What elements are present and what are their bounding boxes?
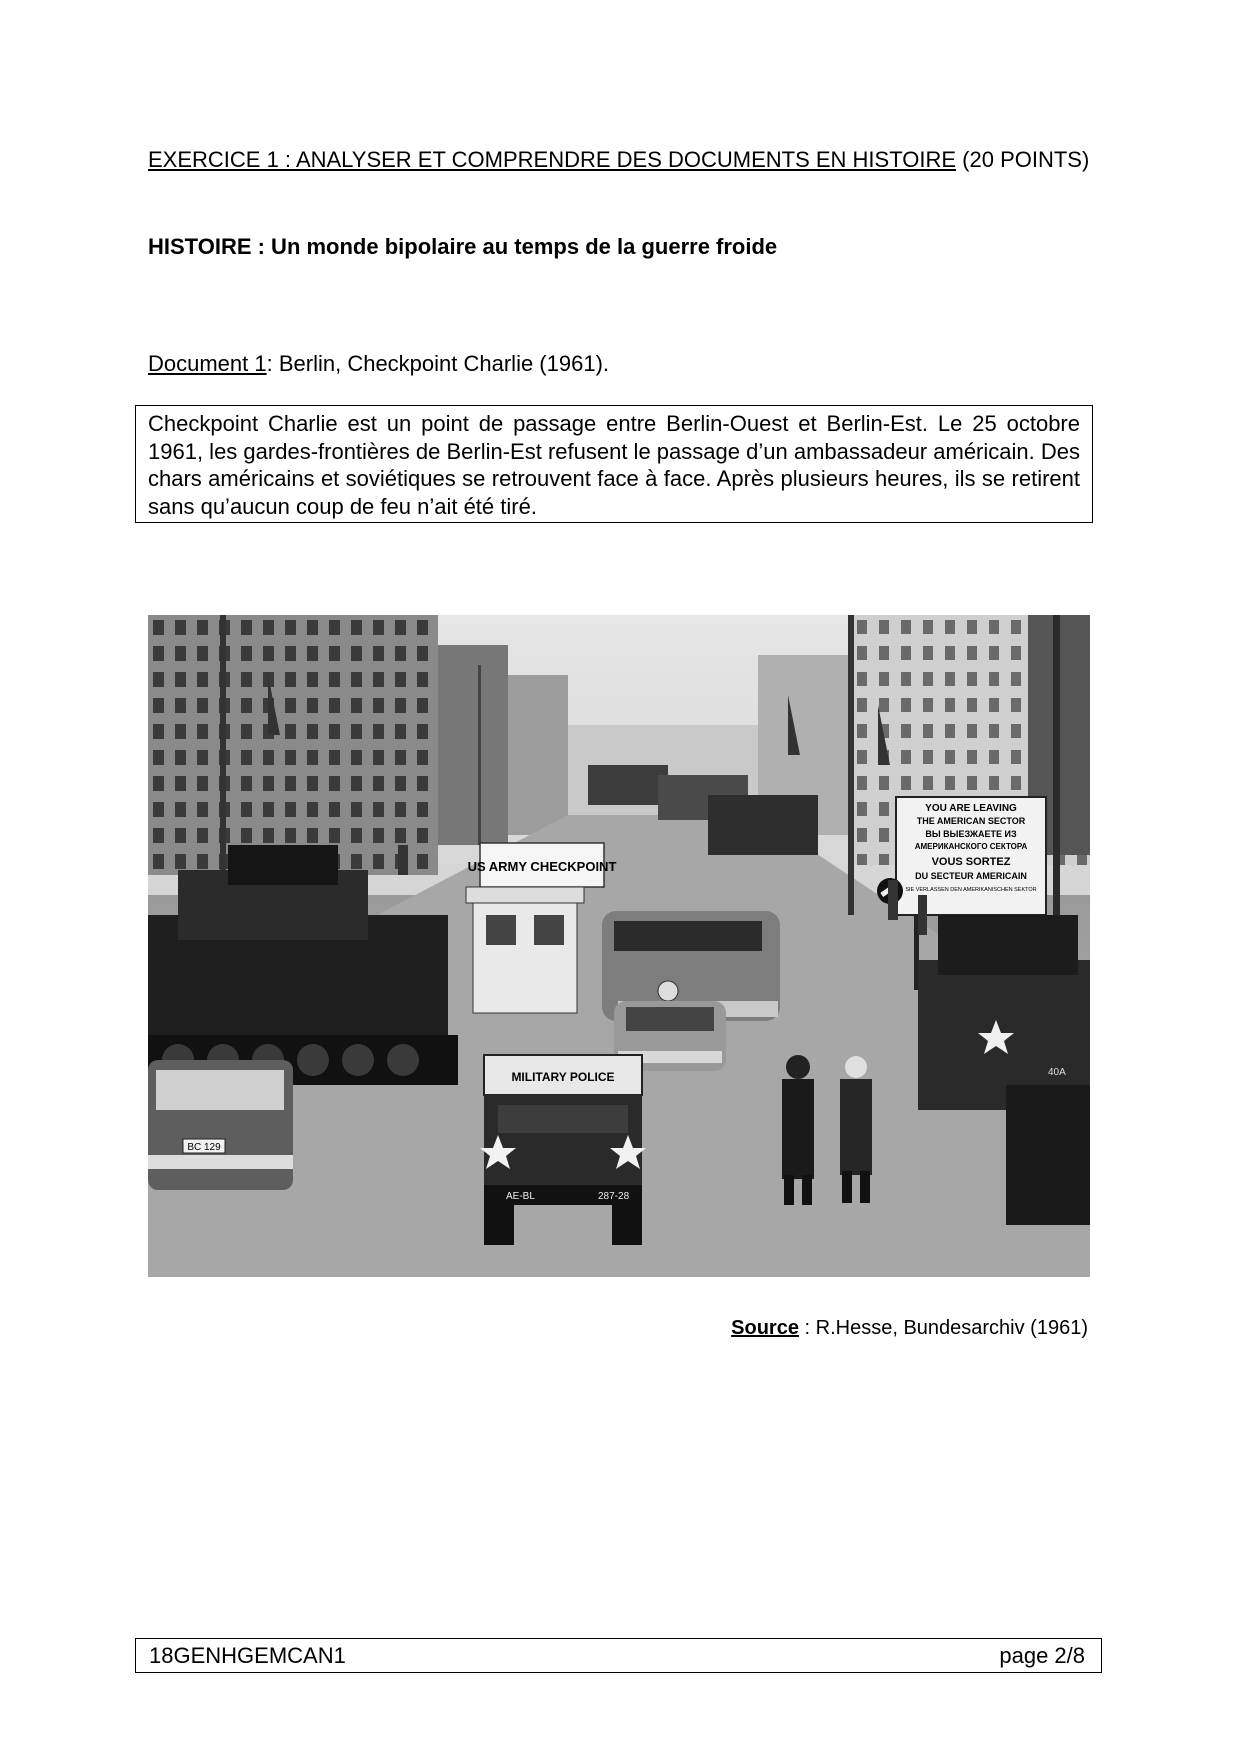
checkpoint-charlie-photo bbox=[148, 615, 1090, 1277]
right-tank bbox=[918, 915, 1090, 1110]
tank-number: 40A bbox=[1048, 1067, 1066, 1078]
left-building bbox=[148, 615, 438, 875]
sector-sign-line: VOUS SORTEZ bbox=[931, 856, 1011, 868]
section-title: HISTOIRE : Un monde bipolaire au temps de la guerre froide bbox=[148, 234, 778, 259]
sector-sign-line: SIE VERLASSEN DEN AMERIKANISCHEN SEKTOR bbox=[905, 887, 1037, 893]
sector-sign-line: YOU ARE LEAVING bbox=[925, 803, 1017, 814]
exercise-title bbox=[148, 146, 1108, 174]
photo-source bbox=[731, 1315, 1088, 1341]
document-title bbox=[148, 350, 609, 378]
footer-page-number: page 2/8 bbox=[999, 1642, 1085, 1668]
jeep-plate-right: 287-28 bbox=[598, 1191, 630, 1202]
sector-sign-line: THE AMERICAN SECTOR bbox=[916, 816, 1026, 826]
document-caption: : Berlin, Checkpoint Charlie (1961). bbox=[266, 351, 610, 376]
source-label: Source bbox=[731, 1317, 799, 1339]
page-footer bbox=[135, 1638, 1102, 1673]
car-plate: BC 129 bbox=[187, 1142, 221, 1153]
exercise-title-main: EXERCICE 1 : ANALYSER ET COMPRENDRE DES DOCUMENTS EN HISTOIRE bbox=[148, 147, 957, 172]
source-text: : R.Hesse, Bundesarchiv (1961) bbox=[798, 1317, 1088, 1339]
exercise-points: (20 POINTS) bbox=[956, 147, 1090, 172]
jeep-plate-left: AE-BL bbox=[506, 1191, 535, 1202]
photo-illustration bbox=[148, 615, 1090, 1277]
sector-sign-line: ВЫ ВЫЕЗЖАЕТЕ ИЗ bbox=[925, 829, 1017, 839]
footer-code: 18GENHGEMCAN1 bbox=[149, 1642, 346, 1668]
context-text: Checkpoint Charlie est un point de passage entre Berlin-Ouest et Berlin-Est. Le 25 octobre 1961, les gardes-frontières de Berlin-Est refusent le passage d’un ambassadeur américain. Des chars américains et soviétiques se retrouvent face à face. Après plusieurs heures, ils se retirent sans qu’aucun coup de feu n’ait été tiré. bbox=[148, 411, 1080, 519]
document-label: Document 1 bbox=[148, 351, 267, 376]
left-car bbox=[148, 1060, 293, 1190]
sector-sign-line: АМЕРИКАНСКОГО СЕКТОРА bbox=[914, 842, 1028, 851]
sector-sign-line: DU SECTEUR AMERICAIN bbox=[915, 871, 1027, 881]
jeep-label: MILITARY POLICE bbox=[511, 1070, 615, 1084]
context-box bbox=[135, 405, 1093, 523]
checkpoint-sign-text: US ARMY CHECKPOINT bbox=[467, 859, 617, 874]
